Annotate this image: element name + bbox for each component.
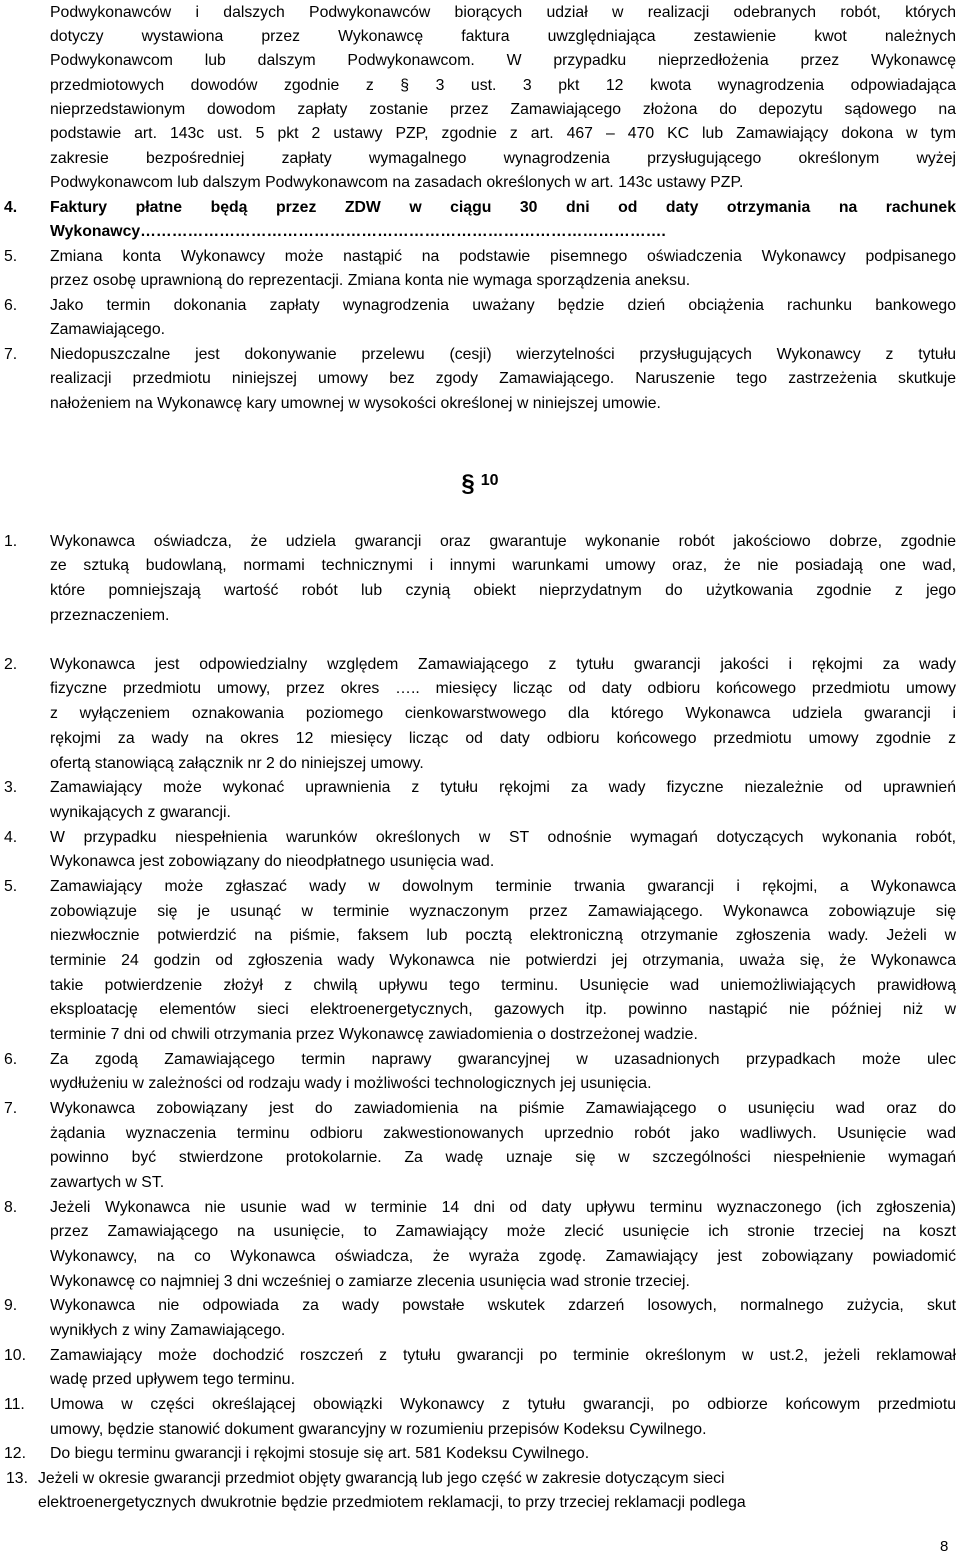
section-heading (0, 468, 960, 497)
text-line: Do biegu terminu gwarancji i rękojmi stosuje się art. 581 Kodeksu Cywilnego. (50, 1445, 590, 1462)
text-line: Zmiana konta Wykonawcy może nastąpić na podstawie pisemnego oświadczenia Wykonawcy podpisanego (50, 248, 956, 265)
paragraph-number: 1. (4, 533, 18, 550)
paragraph-number: 3. (4, 779, 18, 796)
paragraph-number: 7. (4, 346, 18, 363)
text-line: Podwykonawców i dalszych Podwykonawców biorących udział w realizacji odebranych robót, których (50, 4, 956, 21)
text-line: rękojmi za wady na okres 12 miesięcy licząc od daty odbioru końcowego przedmiotu umowy zgodnie z (50, 730, 956, 747)
paragraph-number: 11. (4, 1396, 25, 1413)
text-line: ze sztuką budowlaną, normami technicznymi i innymi warunkami umowy oraz, że nie posiadają one wad, (50, 557, 956, 574)
page-number: 8 (940, 1538, 949, 1555)
text-line: zawartych w ST. (50, 1174, 165, 1191)
text-line: realizacji przedmiotu niniejszej umowy bez zgody Zamawiającego. Naruszenie tego zastrzeżenia skutkuje (50, 370, 956, 387)
text-line: przez Zamawiającego na usunięcie, to Zamawiający może zlecić usunięcie ich stronie trzeciej na koszt (50, 1223, 956, 1240)
text-line: zobowiązuje się je usunąć w terminie wyznaczonym przez Zamawiającego. Wykonawca zobowiązuje się (50, 903, 956, 920)
paragraph-number: 2. (4, 656, 18, 673)
text-line: powinno być stwierdzone protokolarnie. Za wadę uznaje się w szczególności niespełnienie wymagań (50, 1149, 956, 1166)
paragraph-number: 8. (4, 1199, 18, 1216)
text-line: z wyłączeniem oznakowania poziomego cienkowarstwowego dla którego Wykonawca udziela gwarancji i (50, 705, 956, 722)
text-line: dotyczy wystawiona przez Wykonawcę faktura uwzględniająca zestawienie kwot należnych (50, 28, 956, 45)
paragraph-number: 9. (4, 1297, 18, 1314)
text-line: umowy, będzie stanowić dokument gwarancyjny w rozumieniu przepisów Kodeksu Cywilnego. (50, 1421, 707, 1438)
text-line: Zamawiającego. (50, 321, 166, 338)
text-line: Wykonawcy………………………………………………………………………………………. (50, 223, 666, 240)
text-line: podstawie art. 143c ust. 5 pkt 2 ustawy PZP, zgodnie z art. 467 – 470 KC lub Zamawiający dokona w tym (50, 125, 956, 142)
text-line: Wykonawca zobowiązany jest do zawiadomienia na piśmie Zamawiającego o usunięciu wad oraz do (50, 1100, 956, 1117)
paragraph-number: 6. (4, 1051, 18, 1068)
text-line: Za zgodą Zamawiającego termin naprawy gwarancyjnej w uzasadnionych przypadkach może ulec (50, 1051, 956, 1068)
text-line: wadę przed upływem tego terminu. (50, 1371, 295, 1388)
text-line: przez osobę uprawnioną do reprezentacji. Zmiana konta nie wymaga sporządzenia aneksu. (50, 272, 691, 289)
paragraph-number: 10. (4, 1347, 26, 1364)
text-line: Jeżeli Wykonawca nie usunie wad w terminie 14 dni od daty upływu terminu wyznaczonego (ich zgłoszenia) (50, 1199, 956, 1216)
text-line: Wykonawca jest odpowiedzialny względem Zamawiającego z tytułu gwarancji jakości i rękojmi za wady (50, 656, 956, 673)
text-line: Podwykonawcom lub dalszym Podwykonawcom. W przypadku nieprzedłożenia przez Wykonawcę (50, 52, 956, 69)
text-line: zakresie bezpośredniej zapłaty wymagalnego wynagrodzenia przysługującego określonym wyżej (50, 150, 956, 167)
text-line: Wykonawca jest zobowiązany do nieodpłatnego usunięcia wad. (50, 853, 495, 870)
section-number: 10 (480, 472, 499, 489)
text-line: wynikłych z winy Zamawiającego. (50, 1322, 286, 1339)
text-line: przedmiotowych dowodów zgodnie z § 3 ust. 3 pkt 12 kwota wynagrodzenia odpowiadająca (50, 77, 956, 94)
text-line: elektroenergetycznych dwukrotnie będzie przedmiotem reklamacji, to przy trzeciej reklamacji podlega (38, 1494, 746, 1511)
text-line: Zamawiający może dochodzić roszczeń z tytułu gwarancji po terminie określonym w ust.2, jeżeli reklamował (50, 1347, 956, 1364)
text-line: Jeżeli w okresie gwarancji przedmiot objęty gwarancją lub jego część w zakresie dotyczącym sieci (38, 1470, 725, 1487)
text-line: niezwłocznie potwierdzić na piśmie, faksem lub pocztą elektroniczną otrzymanie zgłoszenia wady. Jeżeli w (50, 927, 956, 944)
text-line: ofertą stanowiącą załącznik nr 2 do niniejszej umowy. (50, 755, 424, 772)
text-line: Faktury płatne będą przez ZDW w ciągu 30 dni od daty otrzymania na rachunek (50, 199, 956, 216)
text-line: nałożeniem na Wykonawcę kary umownej w wysokości określonej w niniejszej umowie. (50, 395, 661, 412)
text-line: żądania wyznaczenia terminu odbioru zakwestionowanych uprzednio robót jako wadliwych. Usunięcie wad (50, 1125, 956, 1142)
text-line: Wykonawcy, na co Wykonawca oświadcza, że wyraża zgodę. Zamawiający jest zobowiązany powiadomić (50, 1248, 956, 1265)
text-line: Niedopuszczalne jest dokonywanie przelewu (cesji) wierzytelności przysługujących Wykonawcy z tytułu (50, 346, 956, 363)
paragraph-number: 4. (4, 199, 18, 216)
text-line: Jako termin dokonania zapłaty wynagrodzenia uważany będzie dzień obciążenia rachunku bankowego (50, 297, 956, 314)
section-sign: § (461, 470, 475, 497)
text-line: przeznaczeniem. (50, 607, 170, 624)
text-line: W przypadku niespełnienia warunków określonych w ST odnośnie wymagań dotyczących wykonania robót, (50, 829, 956, 846)
text-line: Zamawiający może wykonać uprawnienia z tytułu rękojmi za wady fizyczne niezależnie od uprawnień (50, 779, 956, 796)
text-line: terminie 24 godzin od zgłoszenia wady Wykonawca nie potwierdzi jej otrzymania, uważa się, że Wykonawca (50, 952, 956, 969)
text-line: takie potwierdzenie złożył z chwilą upływu tego terminu. Usunięcie wad uniemożliwiających prawidłową (50, 977, 956, 994)
text-line: nieprzedstawionym dowodom zapłaty zostanie przez Zamawiającego złożona do depozytu sądowego na (50, 101, 956, 118)
text-line: Umowa w części określającej obowiązki Wykonawcy z tytułu gwarancji, po odbiorze końcowym przedmiotu (50, 1396, 956, 1413)
text-line: Wykonawca nie odpowiada za wady powstałe wskutek zdarzeń losowych, normalnego zużycia, skut (50, 1297, 956, 1314)
paragraph-number: 7. (4, 1100, 18, 1117)
text-line: eksploatację elementów sieci elektroenergetycznych, gazowych itp. powinno nastąpić nie później niż w (50, 1001, 956, 1018)
text-line: które pomniejszają wartość robót lub czynią obiekt nieprzydatnym do użytkowania zgodnie z jego (50, 582, 956, 599)
text-line: Podwykonawcom lub dalszym Podwykonawcom na zasadach określonych w art. 143c ustawy PZP. (50, 174, 744, 191)
text-line: Zamawiający może zgłaszać wady w dowolnym terminie trwania gwarancji i rękojmi, a Wykonawca (50, 878, 956, 895)
paragraph-number: 6. (4, 297, 18, 314)
text-line: Wykonawca oświadcza, że udziela gwarancji oraz gwarantuje wykonanie robót jakościowo dobrze, zgodnie (50, 533, 956, 550)
text-line: fizyczne przedmiotu umowy, przez okres ….. miesięcy licząc od daty odbioru końcowego przedmiotu umowy (50, 680, 956, 697)
paragraph-number: 5. (4, 878, 18, 895)
text-line: terminie 7 dni od chwili otrzymania przez Wykonawcę zawiadomienia o dostrzeżonej wadzie. (50, 1026, 698, 1043)
paragraph-number: 5. (4, 248, 18, 265)
paragraph-number: 13. (6, 1470, 28, 1487)
text-line: wynikających z gwarancji. (50, 804, 231, 821)
paragraph-number: 12. (4, 1445, 26, 1462)
text-line: Wykonawcę co najmniej 3 dni wcześniej o zamiarze zlecenia usunięcia wad stronie trzeciej. (50, 1273, 690, 1290)
paragraph-number: 4. (4, 829, 18, 846)
text-line: wydłużeniu w zależności od rodzaju wady i możliwości technologicznych jej usunięcia. (50, 1075, 652, 1092)
